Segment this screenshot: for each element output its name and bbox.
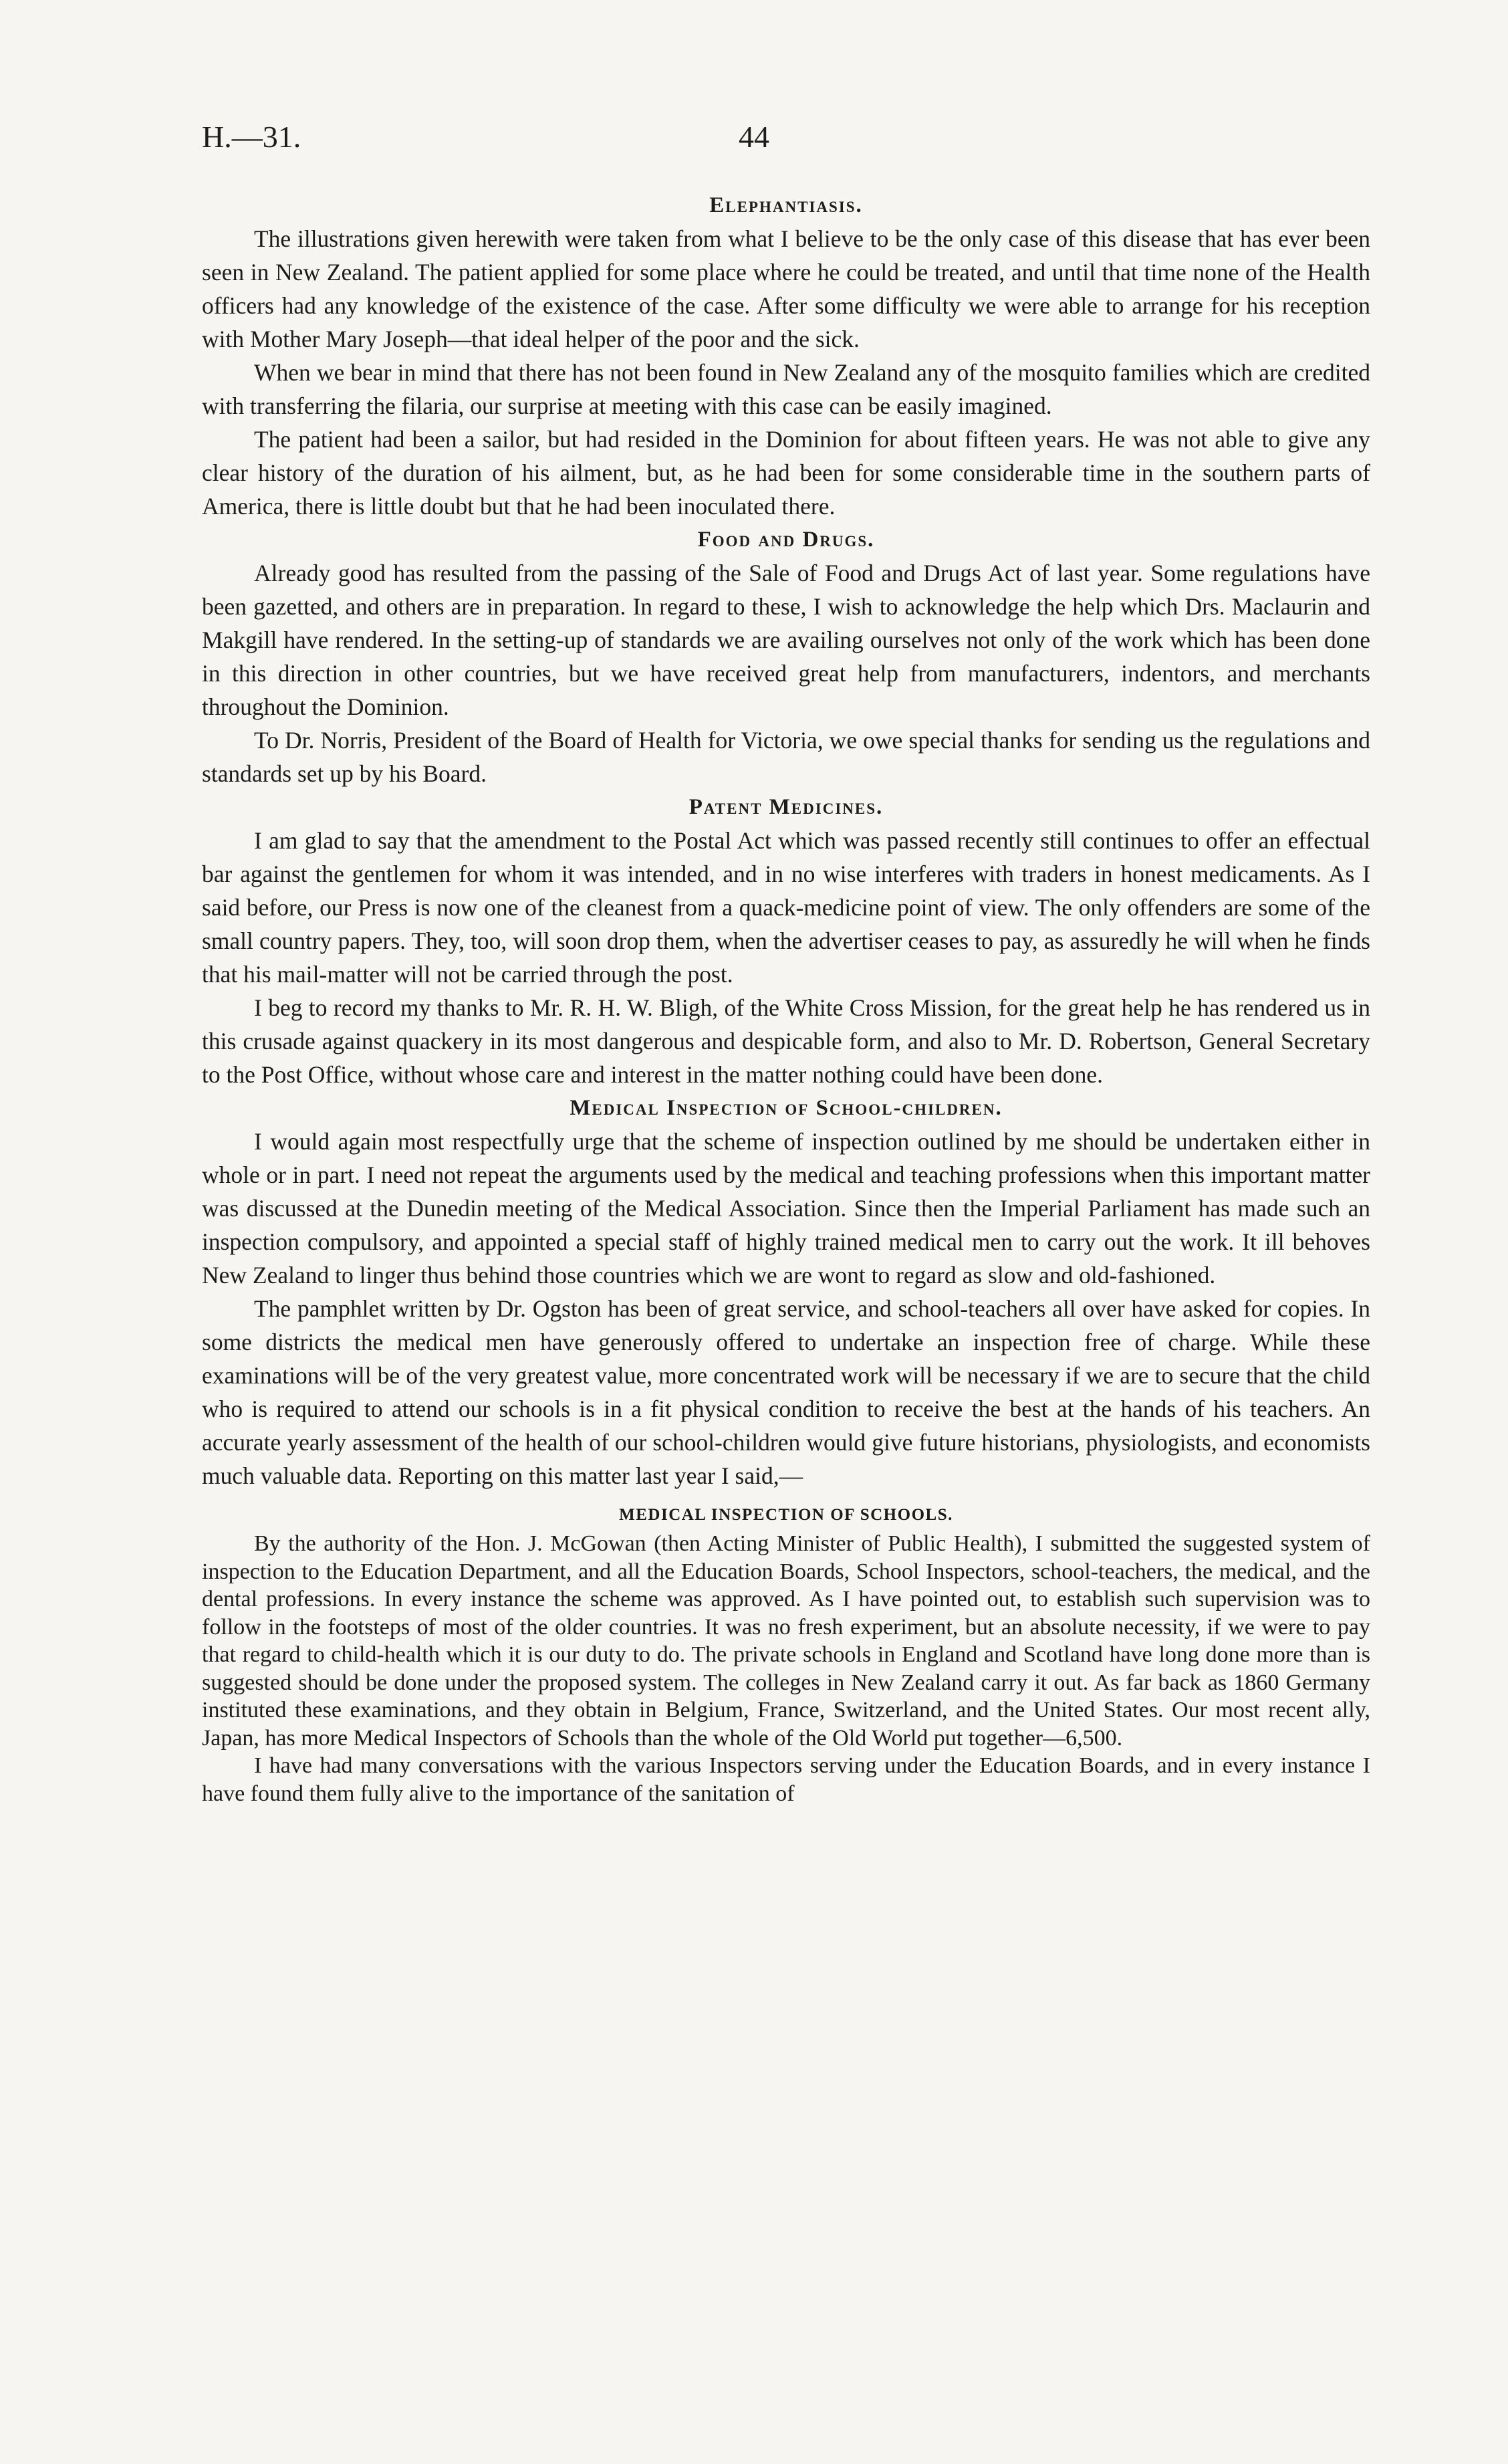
paragraph: I am glad to say that the amendment to the Postal Act which was passed recently still continues to offer an effectual bar against the gentlemen for whom it was intended, and in no wise interferes with traders in honest medicaments. As I said before, our Press is now one of the cleanest from a quack-medicine point of view. The only offenders are some of the small country papers. They, too, will soon drop them, when the advertiser ceases to pay, as assuredly he will when he finds that his mail-matter will not be carried through the post. — [202, 827, 1370, 988]
document-body — [202, 189, 1370, 1807]
quote-paragraph: I have had many conversations with the various Inspectors serving under the Education Boards, and in every instance I have found them fully alive to the importance of the sanitation of — [202, 1753, 1370, 1806]
paragraph: The patient had been a sailor, but had resided in the Dominion for about fifteen years. He was not able to give any clear history of the duration of his ailment, but, as he had been for some considerable time in the southern parts of America, there is little doubt but that he had been inoculated there. — [202, 426, 1370, 520]
section-heading: Food and Drugs. — [697, 528, 875, 552]
quote-paragraph: By the authority of the Hon. J. McGowan (then Acting Minister of Public Health), I submitted the suggested system of inspection to the Education Department, and all the Education Boards, School Inspectors, school-teachers, the medical, and the dental professions. In every instance the scheme was approved. As I have pointed out, to establish such supervision was to follow in the footsteps of most of the older countries. It was no fresh experiment, but an absolute necessity, if we were to pay that regard to child-health which it is our duty to do. The private schools in England and Scotland have long done more than is suggested should be done under the proposed system. The colleges in New Zealand carry it out. As far back as 1860 Germany instituted these examinations, and they obtain in Belgium, France, Switzerland, and the United States. Our most recent ally, Japan, has more Medical Inspectors of Schools than the whole of the Old World put together—6,500. — [202, 1531, 1370, 1751]
section-elephantiasis — [202, 189, 1370, 523]
section-heading: Elephantiasis. — [709, 193, 863, 217]
paragraph: I beg to record my thanks to Mr. R. H. W. Bligh, of the White Cross Mission, for the great help he has rendered us in this crusade against quackery in its most dangerous and despicable form, and also to Mr. D. Robertson, General Secretary to the Post Office, without whose care and interest in the matter nothing could have been done. — [202, 994, 1370, 1088]
paragraph: Already good has resulted from the passing of the Sale of Food and Drugs Act of last year. Some regulations have been gazetted, and others are in preparation. In regard to these, I wish to acknowledge the help which Drs. Maclaurin and Makgill have rendered. In the setting-up of standards we are availing ourselves not only of the work which has been done in this direction in other countries, but we have received great help from manufacturers, indentors, and merchants throughout the Dominion. — [202, 560, 1370, 720]
report-reference: H.—31. — [202, 120, 301, 154]
running-head — [202, 119, 1306, 159]
section-medical-inspection — [202, 1091, 1370, 1492]
paragraph: The illustrations given herewith were taken from what I believe to be the only case of this disease that has ever been seen in New Zealand. The patient applied for some place where he could be treated, and until that time none of the Health officers had any knowledge of the existence of the case. After some difficulty we were able to arrange for his reception with Mother Mary Joseph—that ideal helper of the poor and the sick. — [202, 225, 1370, 352]
quoted-report-extract — [202, 1500, 1370, 1807]
page-number: 44 — [739, 120, 769, 154]
section-food-and-drugs — [202, 523, 1370, 790]
quote-heading: MEDICAL INSPECTION OF SCHOOLS. — [619, 1506, 953, 1524]
paragraph: The pamphlet written by Dr. Ogston has been of great service, and school-teachers all over have asked for copies. In some districts the medical men have generously offered to undertake an inspection free of charge. While these examinations will be of the very greatest value, more concentrated work will be necessary if we are to secure that the child who is required to attend our schools is in a fit physical condition to receive the best at the hands of his teachers. An accurate yearly assessment of the health of our school-children would give future historians, physiologists, and economists much valuable data. Reporting on this matter last year I said,— — [202, 1295, 1370, 1489]
paragraph: To Dr. Norris, President of the Board of Health for Victoria, we owe special thanks for sending us the regulations and standards set up by his Board. — [202, 727, 1370, 787]
section-patent-medicines — [202, 790, 1370, 1091]
section-heading: Patent Medicines. — [688, 795, 884, 819]
paragraph: When we bear in mind that there has not been found in New Zealand any of the mosquito families which are credited with transferring the filaria, our surprise at meeting with this case can be easily imagined. — [202, 359, 1370, 419]
paragraph: I would again most respectfully urge that the scheme of inspection outlined by me should be undertaken either in whole or in part. I need not repeat the arguments used by the medical and teaching professions when this important matter was discussed at the Dunedin meeting of the Medical Association. Since then the Imperial Parliament has made such an inspection compulsory, and appointed a special staff of highly trained medical men to carry out the work. It ill behoves New Zealand to linger thus behind those countries which we are wont to regard as slow and old-fashioned. — [202, 1128, 1370, 1289]
section-heading: Medical Inspection of School-children. — [570, 1096, 1003, 1120]
